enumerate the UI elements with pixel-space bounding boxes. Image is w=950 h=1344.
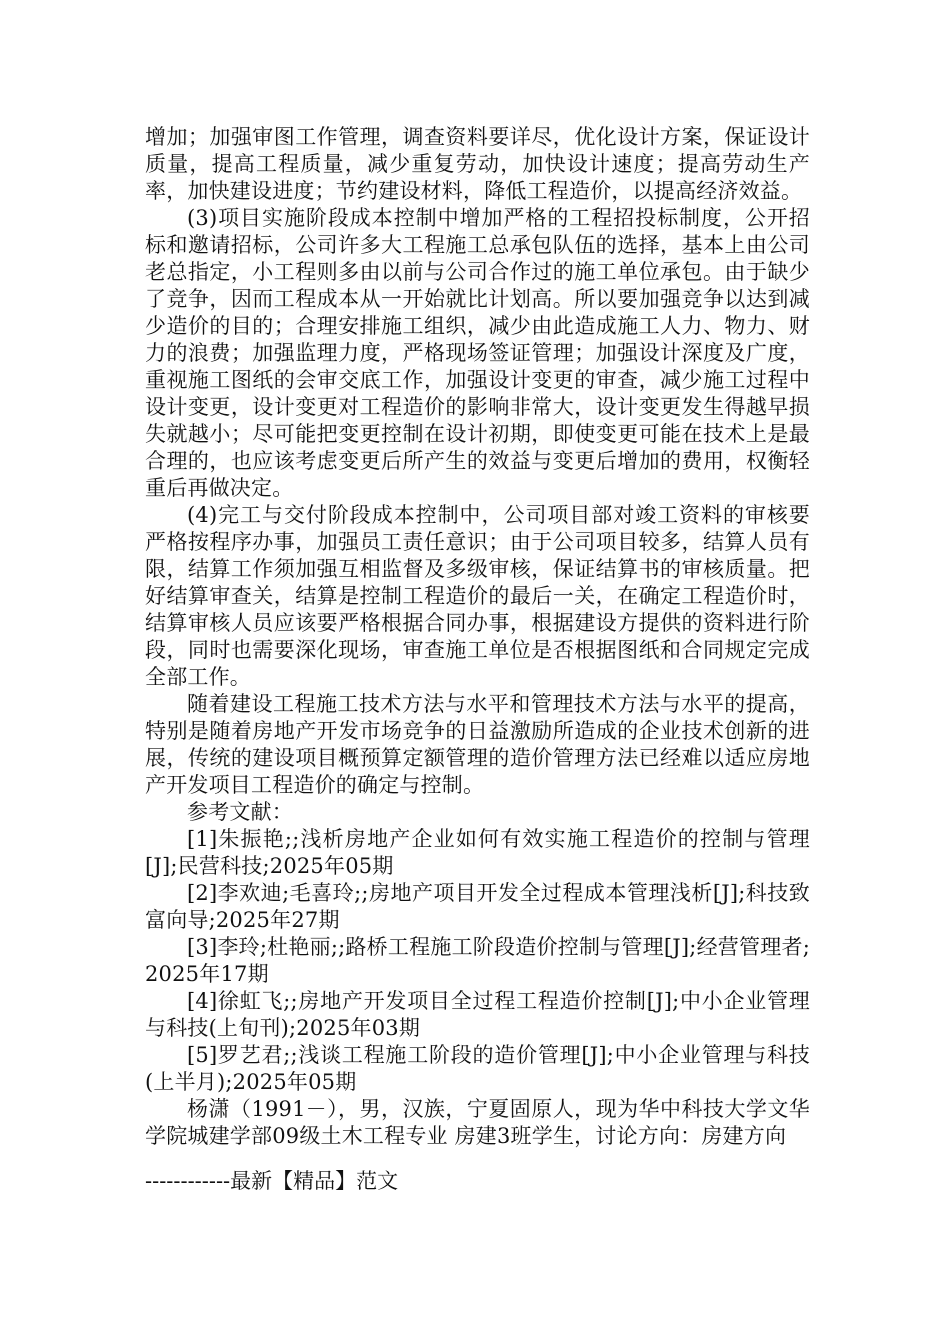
paragraph-implementation-stage: (3)项目实施阶段成本控制中增加严格的工程招投标制度，公开招标和邀请招标，公司许多大工程施工总承包队伍的选择，基本上由公司老总指定，小工程则多由以前与公司合作过的施工单位承包。由于缺少了竞争，因而工程成本从一开始就比计划高。所以要加强竞争以达到减少造价的目的；合理安排施工组织，减少由此造成施工人力、物力、财力的浪费；加强监理力度，严格现场签证管理；加强设计深度及广度，重视施工图纸的会审交底工作，加强设计变更的审查，减少施工过程中设计变更，设计变更对工程造价的影响非常大，设计变更发生得越早损失就越小；尽可能把变更控制在设计初期，即使变更可能在技术上是最合理的，也应该考虑变更后所产生的效益与变更后增加的费用，权衡轻重后再做决定。 (145, 206, 810, 500)
paragraph-design-stage: 增加；加强审图工作管理，调查资料要详尽，优化设计方案，保证设计质量，提高工程质量，减少重复劳动，加快设计速度；提高劳动生产率，加快建设进度；节约建设材料，降低工程造价，以提高经济效益。 (145, 125, 810, 203)
paragraph-conclusion: 随着建设工程施工技术方法与水平和管理技术方法与水平的提高，特别是随着房地产开发市场竞争的日益激励所造成的企业技术创新的进展，传统的建设项目概预算定额管理的造价管理方法已经难以适应房地产开发项目工程造价的确定与控制。 (145, 692, 810, 797)
reference-item: [5]罗艺君;;浅谈工程施工阶段的造价管理[J];中小企业管理与科技(上半月);2025年05期 (145, 1043, 810, 1094)
references-heading: 参考文献： (187, 800, 293, 824)
reference-item: [1]朱振艳;;浅析房地产企业如何有效实施工程造价的控制与管理[J];民营科技;2025年05期 (145, 827, 810, 878)
reference-item: [2]李欢迪;毛喜玲;;房地产项目开发全过程成本管理浅析[J];科技致富向导;2025年27期 (145, 881, 810, 932)
page-footer: ------------最新【精品】范文 (145, 1169, 399, 1193)
author-bio: 杨潇（1991－），男，汉族，宁夏固原人，现为华中科技大学文华学院城建学部09级土木工程专业 房建3班学生，讨论方向：房建方向 (145, 1097, 810, 1148)
reference-item: [4]徐虹飞;;房地产开发项目全过程工程造价控制[J];中小企业管理与科技(上旬刊);2025年03期 (145, 989, 810, 1040)
document-body (145, 124, 810, 1150)
reference-item: [3]李玲;杜艳丽;;路桥工程施工阶段造价控制与管理[J];经营管理者;2025年17期 (145, 935, 810, 986)
paragraph-completion-stage: (4)完工与交付阶段成本控制中，公司项目部对竣工资料的审核要严格按程序办事，加强员工责任意识；由于公司项目较多，结算人员有限，结算工作须加强互相监督及多级审核，保证结算书的审核质量。把好结算审查关，结算是控制工程造价的最后一关，在确定工程造价时，结算审核人员应该要严格根据合同办事，根据建设方提供的资料进行阶段，同时也需要深化现场，审查施工单位是否根据图纸和合同规定完成全部工作。 (145, 503, 810, 689)
reference-list (145, 826, 810, 1096)
